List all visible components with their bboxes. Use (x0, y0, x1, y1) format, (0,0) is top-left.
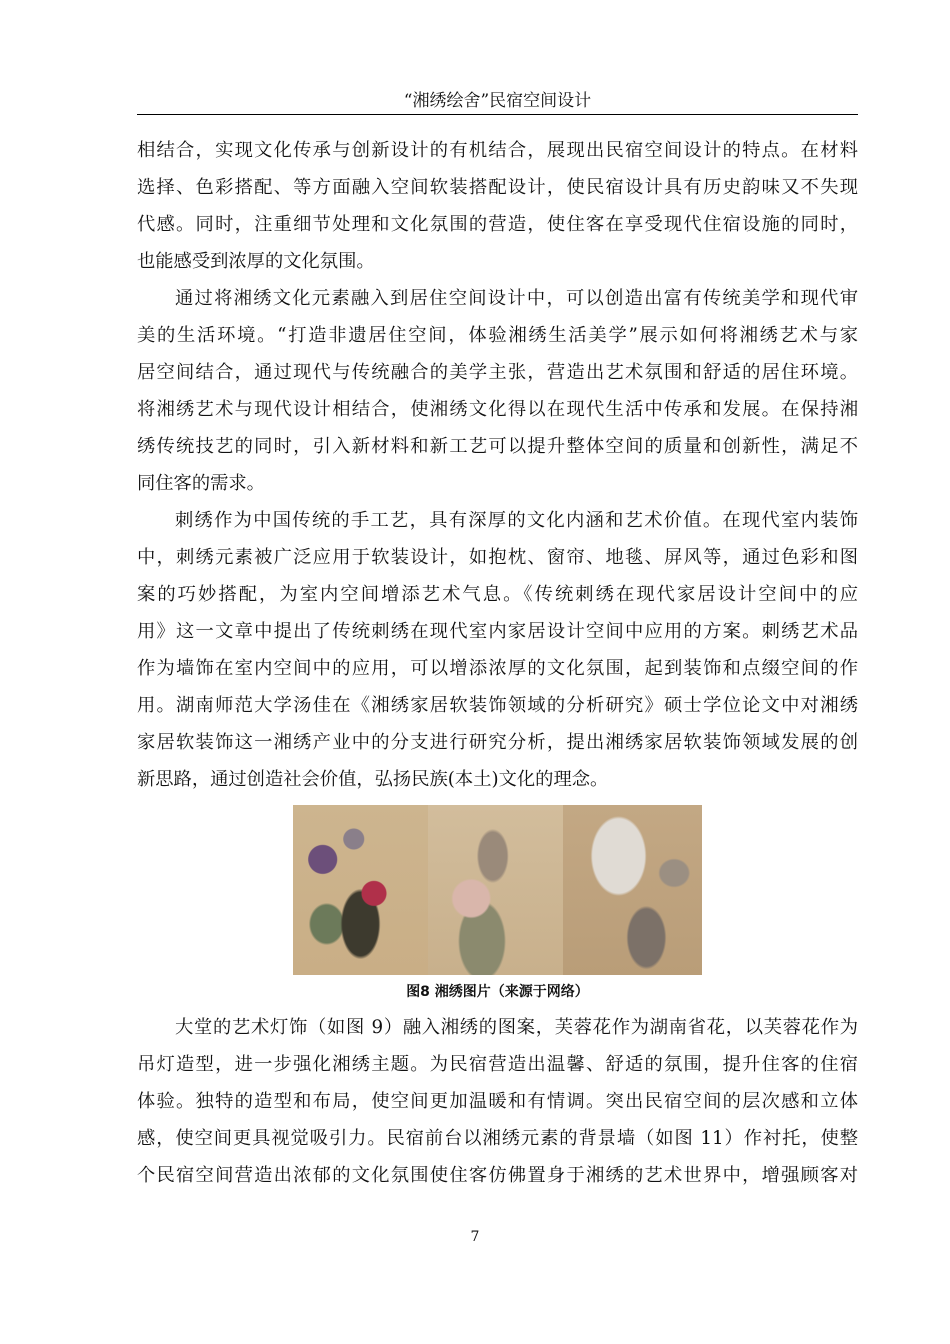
figure-caption: 图8 湘绣图片（来源于网络） (406, 984, 589, 1000)
text-line: 吊灯造型，进一步强化湘绣主题。为民宿营造出温馨、舒适的氛围，提升住客的住宿 (137, 1054, 858, 1075)
embroidery-image-bird (563, 805, 702, 975)
text-line: 用》这一文章中提出了传统刺绣在现代室内家居设计空间中应用的方案。刺绣艺术品 (137, 621, 858, 642)
text-line: 相结合，实现文化传承与创新设计的有机结合，展现出民宿空间设计的特点。在材料 (137, 140, 858, 161)
text-line: 将湘绣艺术与现代设计相结合，使湘绣文化得以在现代生活中传承和发展。在保持湘 (137, 399, 858, 420)
page-number: 7 (470, 1229, 480, 1245)
text-line: 大堂的艺术灯饰（如图 9）融入湘绣的图案，芙蓉花作为湖南省花，以芙蓉花作为 (175, 1017, 858, 1038)
text-line: 也能感受到浓厚的文化氛围。 (137, 251, 375, 272)
body-text-top (137, 132, 858, 798)
paragraph (137, 132, 858, 280)
text-line: 感，使空间更具视觉吸引力。民宿前台以湘绣元素的背景墙（如图 11）作衬托，使整 (137, 1128, 858, 1149)
header-rule (137, 114, 858, 115)
text-line: 家居软装饰这一湘绣产业中的分支进行研究分析，提出湘绣家居软装饰领域发展的创 (137, 732, 858, 753)
text-line: 新思路，通过创造社会价值，弘扬民族(本土)文化的理念。 (137, 769, 609, 790)
text-line: 美的生活环境。“打造非遗居住空间，体验湘绣生活美学”展示如何将湘绣艺术与家 (137, 325, 858, 346)
running-header: “湘绣绘舍”民宿空间设计 (403, 91, 592, 111)
text-line: 刺绣作为中国传统的手工艺，具有深厚的文化内涵和艺术价值。在现代室内装饰 (175, 510, 858, 531)
text-line: 通过将湘绣文化元素融入到居住空间设计中，可以创造出富有传统美学和现代审 (175, 288, 858, 309)
embroidery-image-flower-birds (428, 805, 563, 975)
text-line: 绣传统技艺的同时，引入新材料和新工艺可以提升整体空间的质量和创新性，满足不 (137, 436, 858, 457)
text-line: 居空间结合，通过现代与传统融合的美学主张，营造出艺术氛围和舒适的居住环境。 (137, 362, 858, 383)
embroidery-image-peony (293, 805, 428, 975)
text-line: 案的巧妙搭配，为室内空间增添艺术气息。《传统刺绣在现代家居设计空间中的应 (137, 584, 858, 605)
text-line: 体验。独特的造型和布局，使空间更加温暖和有情调。突出民宿空间的层次感和立体 (137, 1091, 858, 1112)
text-line: 代感。同时，注重细节处理和文化氛围的营造，使住客在享受现代住宿设施的同时， (137, 214, 858, 235)
paragraph (137, 280, 858, 502)
paragraph (137, 502, 858, 798)
text-line: 中，刺绣元素被广泛应用于软装设计，如抱枕、窗帘、地毯、屏风等，通过色彩和图 (137, 547, 858, 568)
figure-8 (293, 805, 702, 975)
text-line: 个民宿空间营造出浓郁的文化氛围使住客仿佛置身于湘绣的艺术世界中，增强顾客对 (137, 1165, 858, 1186)
text-line: 同住客的需求。 (137, 473, 265, 494)
text-line: 作为墙饰在室内空间中的应用，可以增添浓厚的文化氛围，起到装饰和点缀空间的作 (137, 658, 858, 679)
body-text-bottom (137, 1009, 858, 1194)
text-line: 用。湖南师范大学汤佳在《湘绣家居软装饰领域的分析研究》硕士学位论文中对湘绣 (137, 695, 858, 716)
text-line: 选择、色彩搭配、等方面融入空间软装搭配设计，使民宿设计具有历史韵味又不失现 (137, 177, 858, 198)
